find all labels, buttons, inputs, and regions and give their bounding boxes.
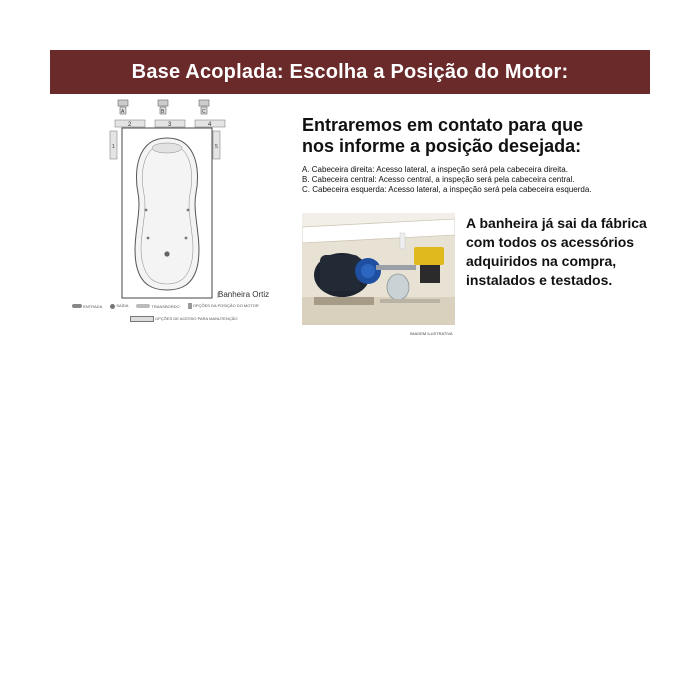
headline [302,115,632,157]
description [466,214,656,290]
option-c: C. Cabeceira esquerda: Acesso lateral, a inspeção será pela cabeceira esquerda. [302,185,592,194]
legend-entry-acesso: OPÇÕES DE ACESSO PARA MANUTENÇÃO [130,316,238,322]
transbordo-icon [136,304,150,308]
position-label-1: 1 [112,144,115,150]
saida-icon [110,304,115,309]
description-line-4: instalados e testados. [466,272,613,288]
legend-entry-transbordo: TRANSBORDO [136,304,179,309]
motor-icon [188,303,192,309]
entrada-icon [72,304,82,308]
banner-title: Base Acoplada: Escolha a Posição do Motor: [131,60,569,83]
position-label-3: 3 [168,122,172,128]
option-a: A. Cabeceira direita: Acesso lateral, a inspeção será pela cabeceira direita. [302,165,568,174]
diagram-caption: Banheira Ortiz [218,290,270,299]
legend-entry-saida: SAÍDA [110,303,128,308]
page-banner [50,50,650,94]
head-label-b: B [161,109,165,115]
headline-line-1: Entraremos em contato para que [302,115,584,135]
head-label-a: A [121,109,125,115]
description-line-2: com todos os acessórios [466,234,635,250]
description-line-3: adquiridos na compra, [466,253,617,269]
motor-photo [302,213,455,325]
position-label-4: 4 [208,122,212,128]
legend-entry-motor: OPÇÕES DA POSIÇÃO DO MOTOR [188,303,259,309]
diagram-legend [72,303,282,327]
acesso-icon [130,316,154,322]
option-b: B. Cabeceira central: Acesso central, a inspeção será pela cabeceira central. [302,175,575,184]
options-list [302,165,662,195]
head-label-c: C [202,109,206,115]
legend-entry-entrada: ENTRADA [72,304,102,309]
position-label-5: 5 [215,144,218,150]
headline-line-2: nos informe a posição desejada: [302,136,582,156]
position-label-2: 2 [128,122,132,128]
description-line-1: A banheira já sai da fábrica [466,215,647,231]
photo-caption: IMAGEM ILUSTRATIVA [410,331,453,336]
